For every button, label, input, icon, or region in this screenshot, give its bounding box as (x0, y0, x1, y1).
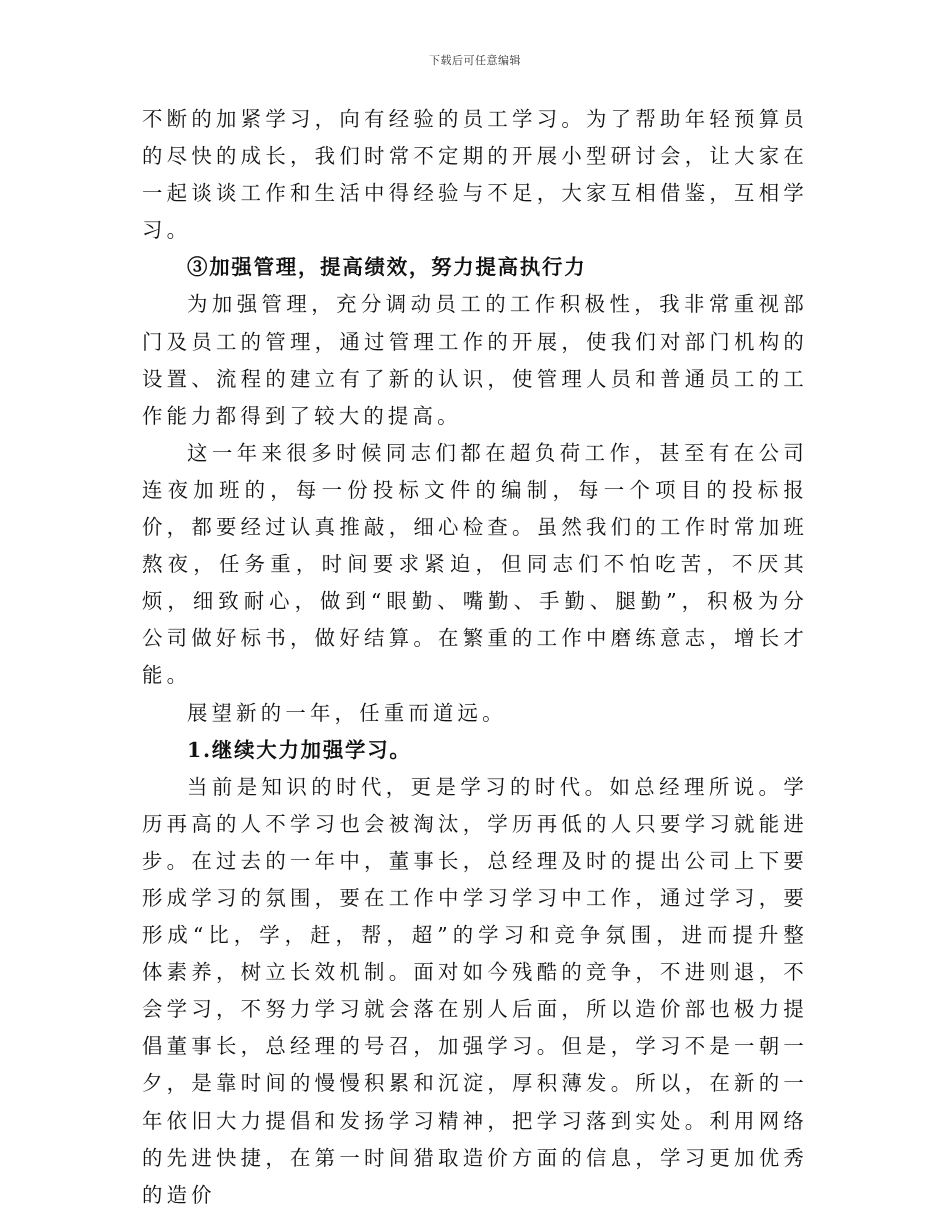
paragraph-overtime-work: 这一年来很多时候同志们都在超负荷工作，甚至有在公司连夜加班的，每一份投标文件的编制，每一个项目的投标报价，都要经过认真推敲，细心检查。虽然我们的工作时常加班熬夜，任务重，时间要求紧迫，但同志们不怕吃苦，不厌其烦，细致耐心，做到“眼勤、嘴勤、手勤、腿勤”，积极为分公司做好标书，做好结算。在繁重的工作中磨练意志，增长才能。 (142, 440, 808, 688)
document-body (142, 101, 808, 1214)
section-heading-learning: 1.继续大力加强学习。 (187, 737, 412, 762)
page-header: 下载后可任意编辑 (429, 54, 521, 67)
paragraph-management: 为加强管理，充分调动员工的工作积极性，我非常重视部门及员工的管理，通过管理工作的开展，使我们对部门机构的设置、流程的建立有了新的认识，使管理人员和普通员工的工作能力都得到了较大的提高。 (142, 292, 808, 428)
section-heading-management: ③加强管理，提高绩效，努力提高执行力 (187, 255, 587, 280)
paragraph-continuation: 不断的加紧学习，向有经验的员工学习。为了帮助年轻预算员的尽快的成长，我们时常不定期的开展小型研讨会，让大家在一起谈谈工作和生活中得经验与不足，大家互相借鉴，互相学习。 (142, 107, 808, 243)
paragraph-outlook: 展望新的一年，任重而道远。 (187, 700, 507, 725)
paragraph-learning: 当前是知识的时代，更是学习的时代。如总经理所说。学历再高的人不学习也会被淘汰，学历再低的人只要学习就能进步。在过去的一年中，董事长，总经理及时的提出公司上下要形成学习的氛围，要在工作中学习学习中工作，通过学习，要形成“比，学，赶，帮，超”的学习和竞争氛围，进而提升整体素养，树立长效机制。面对如今残酷的竞争，不进则退，不会学习，不努力学习就会落在别人后面，所以造价部也极力提倡董事长，总经理的号召，加强学习。但是，学习不是一朝一夕，是靠时间的慢慢积累和沉淀，厚积薄发。所以，在新的一年依旧大力提倡和发扬学习精神，把学习落到实处。利用网络的先进快捷，在第一时间猎取造价方面的信息，学习更加优秀的造价 (142, 774, 808, 1207)
